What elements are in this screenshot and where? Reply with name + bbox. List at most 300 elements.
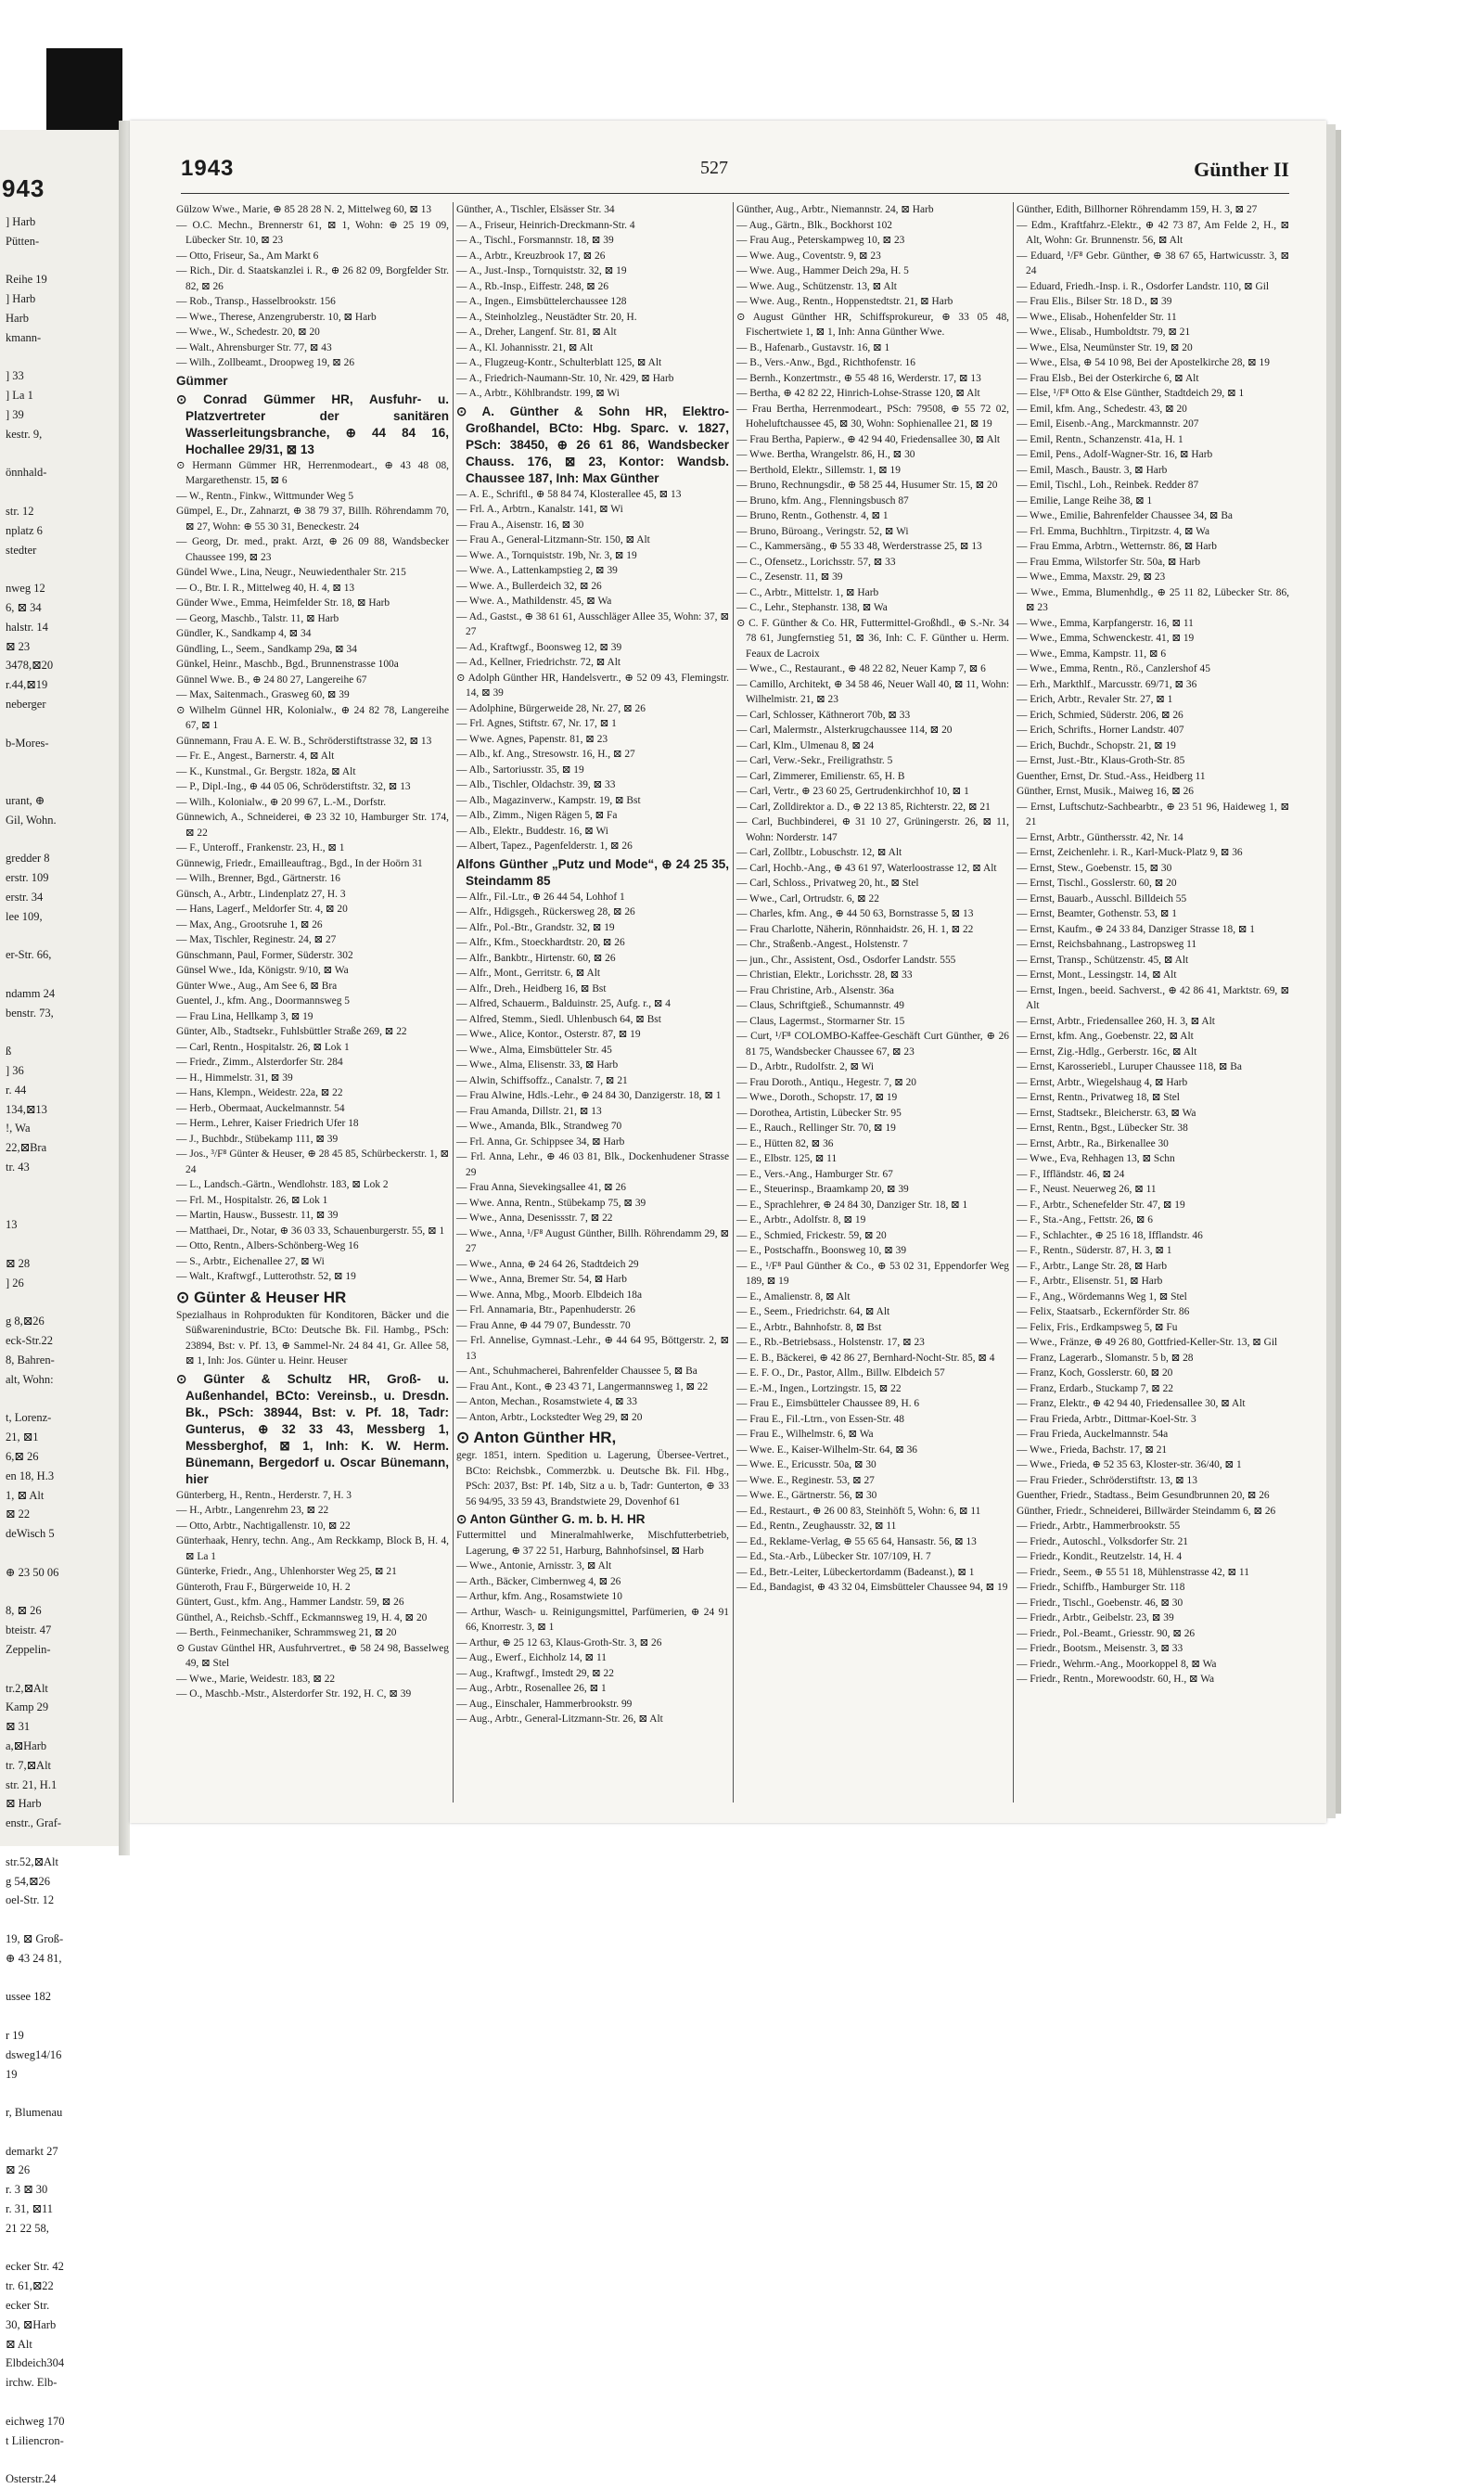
directory-entry: — Max, Tischler, Reginestr. 24, ⊠ 27 — [176, 934, 337, 945]
directory-entry: — Frl. Annamaria, Btr., Papenhuderstr. 26 — [456, 1304, 635, 1315]
left-page-line: 30, ⊠Harb — [6, 2317, 57, 2331]
directory-entry: — Alfr., Hdigsgeh., Rückersweg 28, ⊠ 26 — [456, 906, 635, 917]
page-header — [181, 156, 1289, 187]
directory-entry: — Wwe., C., Restaurant., ⊕ 48 22 82, Neuer Kamp 7, ⊠ 6 — [736, 663, 986, 674]
left-page-line: ⊠ 31 — [6, 1720, 31, 1734]
directory-entry: — Wwe. Aug., Coventstr. 9, ⊠ 23 — [736, 250, 881, 262]
directory-entry: — C., Ofensetz., Lorichsstr. 57, ⊠ 33 — [736, 556, 896, 568]
running-head: Günther II — [1194, 158, 1289, 181]
directory-entry: — Emil, Pens., Adolf-Wagner-Str. 16, ⊠ Harb — [1017, 449, 1213, 460]
directory-entry: — Emil, kfm. Ang., Schedestr. 43, ⊠ 20 — [1017, 403, 1187, 415]
left-page-line: kestr. 9, — [6, 427, 43, 441]
directory-entry: — Friedr., Zimm., Alsterdorfer Str. 284 — [176, 1057, 343, 1068]
directory-entry: — Wwe., Emma, Kampstr. 11, ⊠ 6 — [1017, 648, 1167, 660]
directory-entry: ⊙ C. F. Günther & Co. HR, Futtermittel-Großhdl., ⊕ S.-Nr. 34 78 61, Jungfernstieg 51, ⊠ 36, Inh: C. F. Günther u. Herm. Feaux de Lacroix — [736, 617, 1009, 660]
directory-firm-entry: Alfons Günther „Putz und Mode“, ⊕ 24 25 35, Steindamm 85 — [456, 856, 729, 888]
directory-entry: — Max, Ang., Grootsruhe 1, ⊠ 26 — [176, 918, 323, 930]
directory-entry: — Wwe., Alma, Eimsbütteler Str. 45 — [456, 1044, 612, 1056]
directory-entry: — Bruno, Büroang., Veringstr. 52, ⊠ Wi — [736, 525, 909, 537]
directory-entry: — K., Kunstmal., Gr. Bergstr. 182a, ⊠ Alt — [176, 765, 356, 777]
directory-entry: Güntert, Gust., kfm. Ang., Hammer Landstr. 59, ⊠ 26 — [176, 1597, 404, 1608]
left-page-line: alt, Wohn: — [6, 1372, 54, 1386]
left-page-line: Pütten- — [6, 234, 40, 248]
directory-entry: — Wwe., Frieda, ⊕ 52 35 63, Kloster-str. 36/40, ⊠ 1 — [1017, 1459, 1242, 1470]
directory-entry: — Frl. M., Hospitalstr. 26, ⊠ Lok 1 — [176, 1194, 328, 1206]
left-page-line: ⊠ 22 — [6, 1508, 31, 1521]
left-page-line: Gil, Wohn. — [6, 813, 57, 827]
directory-entry: — Otto, Rentn., Albers-Schönberg-Weg 16 — [176, 1240, 359, 1251]
directory-firm-entry: Gümmer — [176, 373, 228, 388]
directory-entry: Guentel, J., kfm. Ang., Doormannsweg 5 — [176, 995, 350, 1007]
directory-entry: — Wwe. Aug., Rentn., Hoppenstedtstr. 21, ⊠ Harb — [736, 296, 953, 307]
directory-entry: Gülzow Wwe., Marie, ⊕ 85 28 28 N. 2, Mittelweg 60, ⊠ 13 — [176, 204, 432, 215]
directory-entry: Günther, A., Tischler, Elsässer Str. 34 — [456, 204, 615, 215]
directory-entry: — Ernst, Kaufm., ⊕ 24 33 84, Danziger Strasse 18, ⊠ 1 — [1017, 923, 1255, 935]
directory-entry: — F., Neust. Neuerweg 26, ⊠ 11 — [1017, 1184, 1157, 1195]
directory-entry: — A., Dreher, Langenf. Str. 81, ⊠ Alt — [456, 327, 617, 338]
directory-entry: — O.C. Mechn., Brennerstr 61, ⊠ 1, Wohn: ⊕ 25 19 09, Lübecker Str. 10, ⊠ 23 — [176, 219, 449, 246]
directory-entry: Futtermittel und Mineralmahlwerke, Mischfutterbetrieb, Lagerung, ⊕ 37 22 51, Harburg, Bahnhofsinsel, ⊠ Harb — [456, 1530, 729, 1557]
left-page-line — [0, 1293, 119, 1313]
directory-entry: gegr. 1851, intern. Spedition u. Lagerung, Übersee-Vertret., BCto: Reichsbk., Commerzbk. u. Deutsche Bk. Fil. Hbg., PSch: 2037, Bst: Pf. 14b, Sitz a u. b, Tadr: Gunterton, ⊕ 33 56 94/95, 33 59 43, Brandstwiete 29, Dovenhof 61 — [456, 1450, 729, 1508]
left-page-line: gredder 8 — [6, 852, 50, 866]
left-page-line: 1, ⊠ Alt — [6, 1488, 45, 1502]
left-page-line: ⊠ Alt — [6, 2337, 32, 2351]
directory-entry: — Frau Frieda, Auckelmannstr. 54a — [1017, 1429, 1169, 1440]
column-divider — [733, 202, 734, 1803]
directory-entry: — Rob., Transp., Hasselbrookstr. 156 — [176, 296, 336, 307]
left-page-line: ussee 182 — [6, 1990, 51, 2004]
directory-entry: — Wwe. A., Mathildenstr. 45, ⊠ Wa — [456, 596, 612, 607]
directory-entry: — Erich, Buchdr., Schopstr. 21, ⊠ 19 — [1017, 739, 1176, 751]
directory-entry: — Wwe., Anna, Bremer Str. 54, ⊠ Harb — [456, 1274, 627, 1285]
directory-entry: — Aug., Ewerf., Eichholz 14, ⊠ 11 — [456, 1652, 607, 1663]
directory-entry: — Wwe., W., Schedestr. 20, ⊠ 20 — [176, 327, 320, 338]
directory-entry: — Wwe., Anna, Desenissstr. 7, ⊠ 22 — [456, 1212, 613, 1224]
left-page-line — [0, 1544, 119, 1563]
directory-entry: — Wwe. Anna, Mbg., Moorb. Elbdeich 18a — [456, 1289, 643, 1301]
left-page-line: r 19 — [6, 2028, 24, 2042]
directory-entry: — Ad., Gastst., ⊕ 38 61 61, Ausschläger Allee 35, Wohn: 37, ⊠ 27 — [456, 610, 729, 637]
left-page-line — [0, 926, 119, 945]
left-page-line — [0, 1177, 119, 1197]
directory-entry: — Arthur, kfm. Ang., Rosamstwiete 10 — [456, 1591, 622, 1602]
directory-entry: — Wwe., Elisab., Hohenfelder Str. 11 — [1017, 311, 1177, 323]
directory-entry: — Alb., Magazinverw., Kampstr. 19, ⊠ Bst — [456, 794, 641, 806]
directory-entry: — E., Postschaffn., Boonsweg 10, ⊠ 39 — [736, 1245, 907, 1256]
directory-entry: Günschmann, Paul, Former, Süderstr. 302 — [176, 949, 353, 961]
directory-entry: — Carl, Schlosser, Käthnerort 70b, ⊠ 33 — [736, 709, 911, 721]
left-page-line: Elbdeich304 — [6, 2356, 65, 2370]
scanner-black-strip — [46, 48, 122, 132]
directory-entry: — Frau Lina, Hellkamp 3, ⊠ 19 — [176, 1010, 313, 1022]
directory-entry: — Ernst, Stadtsekr., Bleicherstr. 63, ⊠ Wa — [1017, 1107, 1196, 1119]
directory-entry: Günteroth, Frau F., Bürgerweide 10, H. 2 — [176, 1581, 351, 1593]
directory-entry: — F., Arbtr., Elisenstr. 51, ⊠ Harb — [1017, 1276, 1163, 1287]
directory-entry: — E., Arbtr., Adolfstr. 8, ⊠ 19 — [736, 1214, 866, 1225]
directory-entry: — Frau E., Wilhelmstr. 6, ⊠ Wa — [736, 1429, 874, 1440]
directory-entry: — Berthold, Elektr., Sillemstr. 1, ⊠ 19 — [736, 464, 901, 476]
left-page-line: oel-Str. 12 — [6, 1893, 55, 1907]
page-number: 527 — [700, 158, 728, 178]
directory-entry: Guenther, Ernst, Dr. Stud.-Ass., Heidberg 11 — [1017, 770, 1206, 782]
directory-entry: — Max, Saitenmach., Grasweg 60, ⊠ 39 — [176, 689, 350, 700]
directory-entry: — E., ¹/F⁸ Paul Günther & Co., ⊕ 53 02 31, Eppendorfer Weg 189, ⊠ 19 — [736, 1260, 1009, 1287]
directory-entry: — Otto, Friseur, Sa., Am Markt 6 — [176, 250, 319, 262]
left-page-line: eichweg 170 — [6, 2414, 65, 2428]
directory-entry: — A., Flugzeug-Kontr., Schulterblatt 125, ⊠ Alt — [456, 357, 662, 368]
directory-entry: — Aug., Arbtr., General-Litzmann-Str. 26, ⊠ Alt — [456, 1713, 663, 1725]
directory-entry: — Frau Emma, Arbtrn., Wetternstr. 86, ⊠ Harb — [1017, 541, 1217, 552]
directory-entry: — Frau A., Aisenstr. 16, ⊠ 30 — [456, 519, 584, 531]
directory-entry: — Alfr., Pol.-Btr., Grandstr. 32, ⊠ 19 — [456, 921, 615, 933]
left-page-line: 22,⊠Bra — [6, 1141, 47, 1155]
directory-entry: Guenther, Friedr., Stadtass., Beim Gesundbrunnen 20, ⊠ 26 — [1017, 1490, 1270, 1501]
directory-entry: — Erich, Schrifts., Horner Landstr. 407 — [1017, 725, 1184, 736]
directory-entry: — Frau Anna, Sievekingsallee 41, ⊠ 26 — [456, 1182, 626, 1193]
directory-entry: — Hans, Lagerf., Meldorfer Str. 4, ⊠ 20 — [176, 904, 348, 915]
left-page-line: neberger — [6, 697, 46, 711]
directory-entry: — A., Arbtr., Kreuzbrook 17, ⊠ 26 — [456, 250, 606, 262]
left-page-line: r. 3 ⊠ 30 — [6, 2183, 48, 2197]
directory-entry: — E., Vers.-Ang., Hamburger Str. 67 — [736, 1168, 893, 1180]
directory-entry: — Ed., Betr.-Leiter, Lübeckertordamm (Badeanst.), ⊠ 1 — [736, 1566, 975, 1578]
left-page-line — [0, 1583, 119, 1602]
directory-entry: — Frau Alwine, Hdls.-Lehr., ⊕ 24 84 30, Danzigerstr. 18, ⊠ 1 — [456, 1090, 722, 1101]
directory-entry: — Ernst, Transp., Schützenstr. 45, ⊠ Alt — [1017, 954, 1189, 966]
directory-entry: — Herm., Lehrer, Kaiser Friedrich Ufer 18 — [176, 1118, 359, 1129]
left-page-line: a,⊠Harb — [6, 1738, 47, 1752]
left-page-line: ⊠ 28 — [6, 1257, 31, 1271]
directory-entry: — Alfred, Schauerm., Balduinstr. 25, Aufg. r., ⊠ 4 — [456, 998, 672, 1009]
directory-entry: — Carl, Rentn., Hospitalstr. 26, ⊠ Lok 1 — [176, 1041, 350, 1053]
directory-entry: — E., Schmied, Frickestr. 59, ⊠ 20 — [736, 1229, 887, 1241]
directory-entry: — Herb., Obermaat, Auckelmannstr. 54 — [176, 1102, 345, 1114]
left-page-line: ] 33 — [6, 369, 24, 383]
directory-entry: — Wwe. E., Kaiser-Wilhelm-Str. 64, ⊠ 36 — [736, 1443, 917, 1456]
directory-entry: Günsel Wwe., Ida, Königstr. 9/10, ⊠ Wa — [176, 965, 349, 976]
left-page-line: b-Mores- — [6, 736, 49, 750]
directory-entry: — E., Hütten 82, ⊠ 36 — [736, 1137, 834, 1149]
directory-entry: — Friedr., Autoschl., Volksdorfer Str. 21 — [1017, 1535, 1188, 1547]
directory-entry: — Emil, Rentn., Schanzenstr. 41a, H. 1 — [1017, 433, 1183, 445]
directory-entry: — Ernst, Reichsbahnang., Lastropsweg 11 — [1017, 939, 1197, 950]
directory-entry: — Carl, Hochb.-Ang., ⊕ 43 61 97, Waterloostrasse 12, ⊠ Alt — [736, 862, 997, 874]
directory-entry: — Wwe., Alma, Elisenstr. 33, ⊠ Harb — [456, 1059, 619, 1071]
directory-entry: — Friedr., Kondit., Reutzelstr. 14, H. 4 — [1017, 1551, 1183, 1562]
directory-entry: — Aug., Kraftwgf., Imstedt 29, ⊠ 22 — [456, 1667, 614, 1679]
directory-entry: — A., Friedrich-Naumann-Str. 10, Nr. 429, ⊠ Harb — [456, 372, 674, 384]
directory-entry: — Bertha, ⊕ 42 82 22, Hinrich-Lohse-Strasse 120, ⊠ Alt — [736, 388, 980, 399]
directory-entry: — Arthur, Wasch- u. Reinigungsmittel, Parfümerien, ⊕ 24 91 66, Knorrestr. 3, ⊠ 1 — [456, 1606, 729, 1633]
directory-entry: — Wwe. Agnes, Papenstr. 81, ⊠ 23 — [456, 733, 608, 745]
left-page-line: 6, ⊠ 34 — [6, 600, 42, 614]
directory-entry: — Carl, Zollbtr., Lobuschstr. 12, ⊠ Alt — [736, 847, 902, 858]
left-page-line: benstr. 73, — [6, 1006, 54, 1020]
directory-entry: — Alfr., Bankbtr., Hirtenstr. 60, ⊠ 26 — [456, 952, 616, 964]
left-page-line: ] 26 — [6, 1276, 24, 1289]
directory-columns — [176, 202, 1294, 1807]
directory-entry: — Wilh., Kolonialw., ⊕ 20 99 67, L.-M., Dorfstr. — [176, 796, 387, 808]
directory-entry: — Ad., Kraftwgf., Boonsweg 12, ⊠ 39 — [456, 641, 622, 653]
left-page-line: 134,⊠13 — [6, 1102, 47, 1116]
directory-entry: — Eduard, ¹/F⁸ Gebr. Günther, ⊕ 38 67 65, Hartwicusstr. 3, ⊠ 24 — [1017, 250, 1289, 276]
directory-entry: — Aug., Gärtn., Blk., Bockhorst 102 — [736, 219, 893, 231]
directory-entry: — Frl. A., Arbtrn., Kanalstr. 141, ⊠ Wi — [456, 504, 623, 515]
left-page-line: r. 44 — [6, 1083, 27, 1097]
directory-entry: — Wwe., Eva, Rehhagen 13, ⊠ Schn — [1017, 1153, 1175, 1164]
directory-entry: Gündel Wwe., Lina, Neugr., Neuwiedenthaler Str. 215 — [176, 567, 406, 578]
directory-entry: — C., Lehr., Stephanstr. 138, ⊠ Wa — [736, 602, 888, 613]
directory-entry: — F., Sta.-Ang., Fettstr. 26, ⊠ 6 — [1017, 1214, 1153, 1225]
directory-entry: Günther, Ernst, Musik., Maiweg 16, ⊠ 26 — [1017, 786, 1195, 797]
directory-page — [130, 121, 1326, 1823]
left-page-line: g 8,⊠26 — [6, 1315, 45, 1328]
left-page-line: r. 31, ⊠11 — [6, 2202, 53, 2216]
left-page-line: 13 — [6, 1218, 18, 1232]
left-page-line — [0, 251, 119, 271]
directory-entry: — Wwe. Aug., Hammer Deich 29a, H. 5 — [736, 265, 909, 276]
directory-entry: — Wwe., Emma, Rentn., Rö., Canzlershof 45 — [1017, 663, 1210, 674]
directory-entry: — Alb., Sartoriusstr. 35, ⊠ 19 — [456, 763, 584, 776]
directory-entry: — Rich., Dir. d. Staatskanzlei i. R., ⊕ 26 82 09, Borgfelder Str. 82, ⊠ 26 — [176, 265, 449, 292]
directory-entry: — Frau Bertha, Papierw., ⊕ 42 94 40, Friedensallee 30, ⊠ Alt — [736, 433, 1001, 445]
directory-entry: — Wwe., Fränze, ⊕ 49 26 80, Gottfried-Keller-Str. 13, ⊠ Gil — [1017, 1337, 1278, 1348]
directory-entry: — Frau E., Fil.-Ltrn., von Essen-Str. 48 — [736, 1413, 904, 1425]
directory-entry: — Wwe., Emilie, Bahrenfelder Chaussee 34, ⊠ Ba — [1017, 510, 1233, 521]
directory-entry: — Frl. Agnes, Stiftstr. 67, Nr. 17, ⊠ 1 — [456, 718, 617, 729]
directory-entry: — Wwe., Carl, Ortrudstr. 6, ⊠ 22 — [736, 892, 879, 905]
directory-entry: — Erich, Arbtr., Revaler Str. 27, ⊠ 1 — [1017, 694, 1173, 705]
directory-entry: — Ed., Bandagist, ⊕ 43 32 04, Eimsbütteler Chaussee 94, ⊠ 19 — [736, 1582, 1008, 1593]
left-page-line: ] Harb — [6, 215, 36, 228]
header-year: 1943 — [181, 156, 235, 181]
directory-entry: — Alfr., Kfm., Stoeckhardtstr. 20, ⊠ 26 — [456, 937, 625, 948]
directory-entry: Günther, Friedr., Schneiderei, Billwärder Steindamm 6, ⊠ 26 — [1017, 1505, 1276, 1517]
directory-entry: Günnewich, A., Schneiderei, ⊕ 23 32 10, Hamburger Str. 174, ⊠ 22 — [176, 812, 449, 839]
left-page-line: ⊠ 26 — [6, 2163, 31, 2177]
left-page-line: irchw. Elb- — [6, 2376, 58, 2390]
directory-entry: — F., Rentn., Süderstr. 87, H. 3, ⊠ 1 — [1017, 1245, 1172, 1256]
directory-entry: — F., Unteroff., Frankenstr. 23, H., ⊠ 1 — [176, 842, 345, 853]
left-page-line: ß — [6, 1045, 12, 1058]
directory-entry: — Claus, Schriftgieß., Schumannstr. 49 — [736, 1000, 904, 1011]
directory-entry: — Ed., Rentn., Zeughausstr. 32, ⊠ 11 — [736, 1520, 897, 1532]
directory-entry: — E., Seem., Friedrichstr. 64, ⊠ Alt — [736, 1306, 890, 1317]
directory-entry: — Arth., Bäcker, Cimbernweg 4, ⊠ 26 — [456, 1575, 621, 1587]
left-page-line: nweg 12 — [6, 582, 45, 596]
directory-entry: — Felix, Staatsarb., Eckernförder Str. 86 — [1017, 1306, 1190, 1317]
directory-entry: — Frau Frieder., Schröderstiftstr. 13, ⊠ 13 — [1017, 1474, 1197, 1486]
directory-entry: — A., Just.-Insp., Tornquiststr. 32, ⊠ 19 — [456, 265, 627, 276]
directory-entry: — Walt., Kraftwgf., Lutterothstr. 52, ⊠ 19 — [176, 1271, 356, 1282]
left-page-line — [0, 1969, 119, 1988]
left-page-line: 21, ⊠1 — [6, 1431, 39, 1444]
left-page-line — [0, 2393, 119, 2412]
directory-entry: — Ernst, Arbtr., Friedensallee 260, H. 3, ⊠ Alt — [1017, 1015, 1215, 1027]
directory-entry: — Ad., Kellner, Friedrichstr. 72, ⊠ Alt — [456, 657, 621, 668]
left-page-line: lee 109, — [6, 909, 43, 923]
book-spine — [119, 121, 130, 1855]
directory-ad-entry: ⊙ Anton Günther HR, — [456, 1429, 617, 1446]
left-page-line — [0, 2450, 119, 2470]
directory-entry: — E., Rb.-Betriebsass., Holstenstr. 17, ⊠ 23 — [736, 1337, 925, 1348]
left-page-text-column — [0, 212, 119, 2489]
left-page-line: Reihe 19 — [6, 273, 47, 287]
directory-entry: — Martin, Hausw., Bussestr. 11, ⊠ 39 — [176, 1210, 339, 1221]
directory-entry: — Wwe., Marie, Weidestr. 183, ⊠ 22 — [176, 1673, 336, 1685]
left-page-line: stedter — [6, 543, 37, 557]
directory-entry: — B., Vers.-Anw., Bgd., Richthofenstr. 16 — [736, 357, 915, 368]
directory-entry: — Frau Aug., Peterskampweg 10, ⊠ 23 — [736, 235, 905, 246]
directory-entry: — Alb., Elektr., Buddestr. 16, ⊠ Wi — [456, 825, 608, 837]
directory-entry: — Frau Elis., Bilser Str. 18 D., ⊠ 39 — [1017, 296, 1172, 307]
directory-entry: — Anton, Mechan., Rosamstwiete 4, ⊠ 33 — [456, 1396, 637, 1407]
directory-entry: — Erh., Markthlf., Marcusstr. 69/71, ⊠ 36 — [1017, 678, 1197, 690]
left-page-line: ⊕ 23 50 06 — [6, 1565, 59, 1579]
left-page-line: ] La 1 — [6, 389, 33, 403]
directory-entry: — Wwe. Bertha, Wrangelstr. 86, H., ⊠ 30 — [736, 449, 915, 460]
directory-entry: — Ernst, Rentn., Bgst., Lübecker Str. 38 — [1017, 1123, 1188, 1134]
left-page-line: ] 36 — [6, 1064, 24, 1078]
directory-entry: — Arthur, ⊕ 25 12 63, Klaus-Groth-Str. 3, ⊠ 26 — [456, 1636, 662, 1649]
directory-entry: — Bruno, Rentn., Gothenstr. 4, ⊠ 1 — [736, 510, 889, 521]
directory-entry: — Frau Christine, Arb., Alsenstr. 36a — [736, 984, 894, 996]
directory-entry: — Claus, Lagermst., Stormarner Str. 15 — [736, 1015, 905, 1027]
directory-entry: — Bernh., Konzertmstr., ⊕ 55 48 16, Werderstr. 17, ⊠ 13 — [736, 372, 981, 384]
directory-entry: — C., Kammersäng., ⊕ 55 33 48, Werderstrasse 25, ⊠ 13 — [736, 541, 982, 552]
directory-entry: — S., Arbtr., Eichenallee 27, ⊠ Wi — [176, 1255, 325, 1267]
directory-entry: — E., Elbstr. 125, ⊠ 11 — [736, 1153, 838, 1164]
directory-entry: — Wwe., Elisab., Humboldtstr. 79, ⊠ 21 — [1017, 327, 1191, 338]
directory-entry: — Friedr., Bootsm., Meisenstr. 3, ⊠ 33 — [1017, 1643, 1183, 1654]
left-page-line: tr. 61,⊠22 — [6, 2279, 54, 2293]
directory-entry: — Wwe., Elsa, ⊕ 54 10 98, Bei der Apostelkirche 28, ⊠ 19 — [1017, 357, 1270, 368]
column-2 — [456, 202, 729, 1803]
directory-entry: Günder Wwe., Emma, Heimfelder Str. 18, ⊠ Harb — [176, 597, 390, 609]
directory-entry: — Georg, Dr. med., prakt. Arzt, ⊕ 26 09 88, Wandsbecker Chaussee 199, ⊠ 23 — [176, 536, 449, 563]
directory-entry: — Frau E., Eimsbütteler Chaussee 89, H. 6 — [736, 1398, 920, 1409]
directory-entry: — Jos., ³/F⁸ Günter & Heuser, ⊕ 28 45 85, Schürbeckerstr. 1, ⊠ 24 — [176, 1148, 449, 1175]
directory-entry: — Friedr., Wehrm.-Ang., Moorkoppel 8, ⊠ Wa — [1017, 1658, 1217, 1670]
directory-entry: — Wwe., Anna, ⊕ 24 64 26, Stadtdeich 29 — [456, 1258, 639, 1270]
column-divider — [453, 202, 454, 1803]
directory-entry: — Carl, Klm., Ulmenau 8, ⊠ 24 — [736, 739, 875, 751]
directory-entry: — A., Tischl., Forsmannstr. 18, ⊠ 39 — [456, 235, 614, 246]
left-page-line: ] Harb — [6, 292, 36, 306]
directory-entry: Günnemann, Frau A. E. W. B., Schröderstiftstrasse 32, ⊠ 13 — [176, 735, 432, 747]
left-page-line — [0, 2084, 119, 2103]
directory-entry: Günther, Aug., Arbtr., Niemannstr. 24, ⊠ Harb — [736, 204, 934, 215]
left-page-line: !, Wa — [6, 1122, 31, 1135]
directory-entry: — P., Dipl.-Ing., ⊕ 44 05 06, Schröderstiftstr. 32, ⊠ 13 — [176, 781, 411, 792]
directory-entry: — Walt., Ahrensburger Str. 77, ⊠ 43 — [176, 341, 332, 353]
directory-entry: — E.-M., Ingen., Lortzingstr. 15, ⊠ 22 — [736, 1382, 902, 1394]
left-page-line: r, Blumenau — [6, 2106, 63, 2120]
left-page-line — [0, 1197, 119, 1216]
directory-entry: — Wwe. Anna, Rentn., Stübekamp 75, ⊠ 39 — [456, 1197, 646, 1209]
directory-entry: — Eduard, Friedh.-Insp. i. R., Osdorfer Landstr. 110, ⊠ Gil — [1017, 280, 1270, 292]
left-page-line: ecker Str. — [6, 2299, 50, 2313]
left-page-line: ⊕ 43 24 81, — [6, 1951, 62, 1965]
left-page-line: Osterstr.24 — [6, 2472, 57, 2486]
directory-entry: Günterhaak, Henry, techn. Ang., Am Reckkamp, Block B, H. 4, ⊠ La 1 — [176, 1535, 449, 1562]
directory-entry: — Ernst, Arbtr., Günthersstr. 42, Nr. 14 — [1017, 831, 1183, 843]
left-page-line: Zeppelin- — [6, 1642, 51, 1656]
left-page-line: er-Str. 66, — [6, 948, 52, 962]
left-page-line — [0, 2007, 119, 2026]
directory-entry: — Ernst, Karosseriebl., Luruper Chaussee 118, ⊠ Ba — [1017, 1061, 1242, 1072]
left-page-line: urant, ⊕ — [6, 793, 45, 807]
directory-entry: — Ernst, Tischl., Gosslerstr. 60, ⊠ 20 — [1017, 878, 1177, 889]
directory-entry: Günnel Wwe. B., ⊕ 24 80 27, Langereihe 67 — [176, 674, 367, 686]
directory-entry: Spezialhaus in Rohprodukten für Konditoren, Bäcker und die Süßwarenindustrie, BCto: Deutsche Bk. Fil. Hambg., PSch: 23894, Bst: v. Pf. 13, ⊕ Sammel-Nr. 24 84 41, Gr. Allee 58, ⊠ 1, Inh: Jos. Günter u. Heinr. Heuser — [176, 1309, 449, 1366]
directory-entry: Günterke, Friedr., Ang., Uhlenhorster Weg 25, ⊠ 21 — [176, 1566, 397, 1577]
directory-entry: — A., Arbtr., Köhlbrandstr. 199, ⊠ Wi — [456, 388, 620, 399]
directory-entry: — Ernst, Arbtr., Ra., Birkenallee 30 — [1017, 1137, 1169, 1149]
directory-entry: — Otto, Arbtr., Nachtigallenstr. 10, ⊠ 22 — [176, 1520, 351, 1532]
left-page-line: ⊠ Harb — [6, 1797, 42, 1811]
directory-entry: — Wwe. A., Lattenkampstieg 2, ⊠ 39 — [456, 565, 618, 576]
directory-entry: — Charles, kfm. Ang., ⊕ 44 50 63, Bornstrasse 5, ⊠ 13 — [736, 908, 974, 919]
left-page-line — [0, 714, 119, 734]
directory-entry: — Frl. Emma, Buchhltrn., Tirpitzstr. 4, ⊠ Wa — [1017, 525, 1210, 537]
directory-entry: — Frl. Anna, Gr. Schippsee 34, ⊠ Harb — [456, 1135, 625, 1148]
directory-entry: — Ernst, Just.-Btr., Klaus-Groth-Str. 85 — [1017, 755, 1185, 766]
directory-entry: — Alb., Zimm., Nigen Rägen 5, ⊠ Fa — [456, 810, 618, 821]
directory-entry: — Ernst, kfm. Ang., Goebenstr. 22, ⊠ Alt — [1017, 1031, 1194, 1042]
column-divider — [1013, 202, 1014, 1803]
left-page-line: ⊠ 23 — [6, 639, 31, 653]
directory-entry: ⊙ Hermann Gümmer HR, Herrenmodeart., ⊕ 43 48 08, Margarethenstr. 15, ⊠ 6 — [176, 459, 449, 486]
left-page-line — [0, 772, 119, 791]
left-page-line: str. 12 — [6, 504, 34, 518]
directory-entry: — Wwe., Alice, Kontor., Osterstr. 87, ⊠ 19 — [456, 1029, 641, 1040]
directory-entry: — Friedr., Pol.-Beamt., Griesstr. 90, ⊠ 26 — [1017, 1627, 1196, 1639]
directory-entry: — Aug., Einschaler, Hammerbrookstr. 99 — [456, 1698, 633, 1710]
left-page-line: Harb — [6, 311, 29, 325]
left-page-line: deWisch 5 — [6, 1527, 55, 1541]
directory-entry: — Alwin, Schiffsoffz., Canalstr. 7, ⊠ 21 — [456, 1074, 628, 1086]
left-page-line: en 18, H.3 — [6, 1469, 55, 1482]
left-page-line: Kamp 29 — [6, 1700, 49, 1714]
directory-entry: — Christian, Elektr., Lorichsstr. 28, ⊠ 33 — [736, 969, 913, 981]
directory-entry: Günter, Alb., Stadtsekr., Fuhlsbüttler Straße 269, ⊠ 22 — [176, 1026, 407, 1037]
directory-entry: — Wwe. E., Reginestr. 53, ⊠ 27 — [736, 1474, 875, 1486]
directory-entry: — Franz, Lagerarb., Slomanstr. 5 b, ⊠ 28 — [1017, 1352, 1194, 1364]
directory-entry: ⊙ August Günther HR, Schiffsprokureur, ⊕ 33 05 48, Fischertwiete 1, ⊠ 1, Inh: Anna Günther Wwe. — [736, 311, 1009, 338]
directory-entry: — Fr. E., Angest., Barnerstr. 4, ⊠ Alt — [176, 751, 335, 762]
left-page-line: eck-Str.22 — [6, 1334, 54, 1348]
directory-entry: ⊙ Gustav Günthel HR, Ausfuhrvertret., ⊕ 58 24 98, Basselweg 49, ⊠ Stel — [176, 1642, 449, 1669]
directory-entry: — Alfr., Mont., Gerritstr. 6, ⊠ Alt — [456, 968, 601, 979]
directory-entry: — Dorothea, Artistin, Lübecker Str. 95 — [736, 1107, 902, 1119]
header-rule — [181, 193, 1289, 194]
directory-entry: — F., Arbtr., Lange Str. 28, ⊠ Harb — [1017, 1260, 1168, 1272]
directory-entry: Gümpel, E., Dr., Zahnarzt, ⊕ 38 79 37, Billh. Röhrendamm 70, ⊠ 27, Wohn: ⊕ 55 30 31, Beneckestr. 24 — [176, 506, 449, 532]
left-page-line: kmann- — [6, 330, 42, 344]
column-1 — [176, 202, 449, 1803]
directory-entry: — E. B., Bäckerei, ⊕ 42 86 27, Bernhard-Nocht-Str. 85, ⊠ 4 — [736, 1352, 995, 1364]
directory-entry: — A. E., Schriftl., ⊕ 58 84 74, Klosterallee 45, ⊠ 13 — [456, 488, 682, 500]
directory-entry: — A., Ingen., Eimsbüttelerchaussee 128 — [456, 296, 627, 307]
left-page-line: ndamm 24 — [6, 986, 56, 1000]
directory-entry: — Friedr., Arbtr., Geibelstr. 23, ⊠ 39 — [1017, 1612, 1174, 1623]
left-page-line: t Liliencron- — [6, 2433, 64, 2447]
directory-entry: — Ernst, Rentn., Privatweg 18, ⊠ Stel — [1017, 1092, 1180, 1103]
page-edge-shadow — [1336, 130, 1341, 1814]
directory-entry: — Wwe., Doroth., Schopstr. 17, ⊠ 19 — [736, 1092, 898, 1103]
